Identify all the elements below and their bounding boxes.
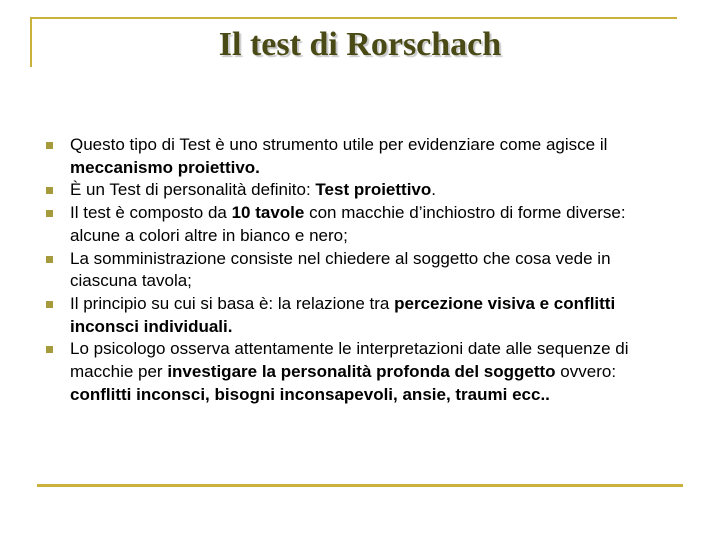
bullet-bold-text: Test proiettivo bbox=[315, 180, 432, 200]
bullet-bold-text: investigare la personalità profonda del soggetto bbox=[167, 362, 556, 382]
slide-title: Il test di Rorschach bbox=[218, 26, 502, 63]
bullet-text: Questo tipo di Test è uno strumento utile per evidenziare come agisce il bbox=[70, 135, 608, 154]
bullet-text: La somministrazione consiste nel chiedere al soggetto che cosa vede in ciascuna tavola; bbox=[70, 248, 611, 291]
bullet-text: ovvero: bbox=[555, 362, 617, 382]
bullet-text: Lo psicologo osserva attentamente le interpretazioni date alle sequenze di macchie per bbox=[70, 339, 629, 382]
bullet-item bbox=[46, 179, 676, 202]
bullet-bold-text: percezione visiva e conflitti inconsci individuali. bbox=[70, 293, 616, 336]
bullet-item bbox=[46, 338, 676, 406]
bullet-list bbox=[46, 134, 676, 406]
bullet-text: Il principio su cui si basa è: la relazione tra bbox=[70, 293, 395, 313]
square-bullet-icon bbox=[46, 210, 53, 217]
frame-top-line bbox=[30, 17, 677, 19]
bullet-item bbox=[46, 134, 676, 179]
bullet-text: È un Test di personalità definito: bbox=[70, 180, 316, 200]
frame-bottom-line bbox=[37, 484, 683, 487]
bullet-bold-text: 10 tavole bbox=[231, 203, 305, 223]
bullet-text: . bbox=[431, 180, 437, 200]
bullet-bold-text: meccanismo proiettivo. bbox=[70, 157, 260, 177]
bullet-bold-text: conflitti inconsci, bisogni inconsapevoli, ansie, traumi ecc.. bbox=[70, 384, 550, 404]
bullet-text: Il test è composto da bbox=[70, 203, 232, 223]
square-bullet-icon bbox=[46, 187, 53, 194]
square-bullet-icon bbox=[46, 256, 53, 263]
bullet-item bbox=[46, 248, 676, 293]
square-bullet-icon bbox=[46, 346, 53, 353]
bullet-item bbox=[46, 202, 676, 247]
square-bullet-icon bbox=[46, 142, 53, 149]
bullet-text: con macchie d’inchiostro di forme diverse: alcune a colori altre in bianco e nero; bbox=[70, 203, 626, 245]
square-bullet-icon bbox=[46, 301, 53, 308]
bullet-item bbox=[46, 293, 676, 338]
